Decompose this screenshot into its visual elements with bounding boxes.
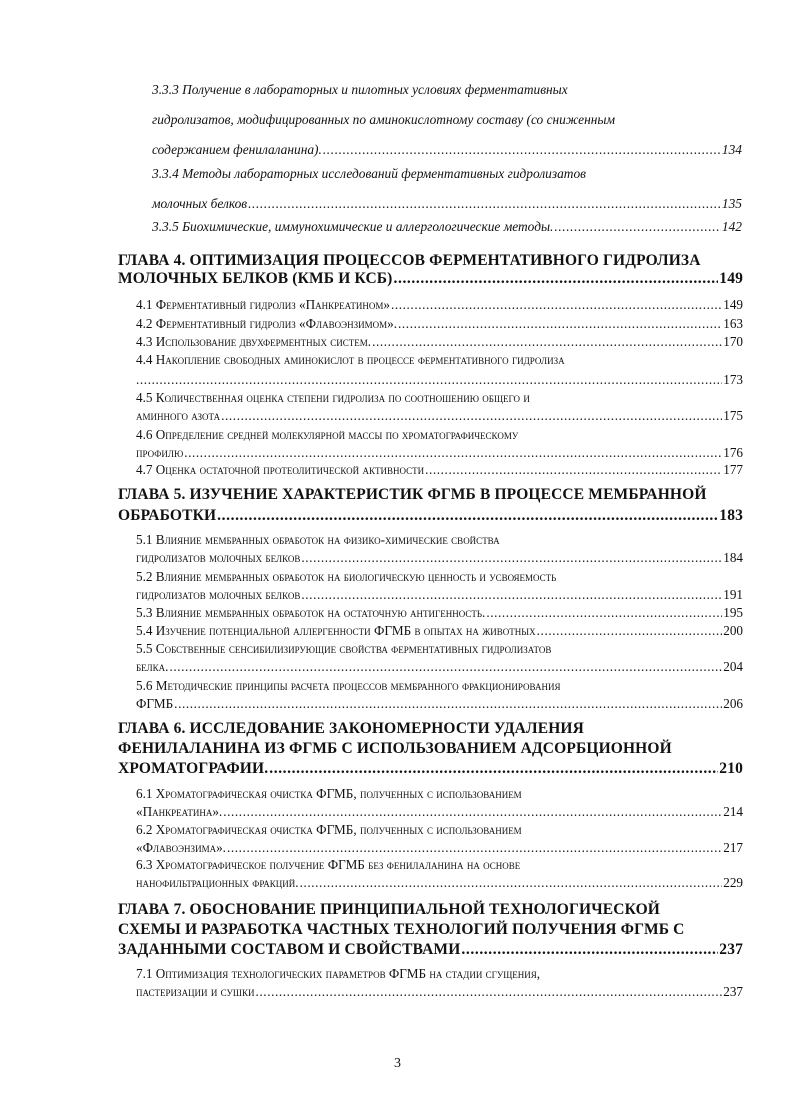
toc-entry-5-5[interactable]	[136, 640, 743, 676]
page-number: 3	[394, 1056, 401, 1071]
toc-entry-4-1[interactable]	[136, 296, 743, 314]
chapter-title: ГЛАВА 5. ИЗУЧЕНИЕ ХАРАКТЕРИСТИК ФГМБ В ПРОЦЕССЕ МЕМБРАННОЙ	[118, 486, 707, 503]
toc-entry-text: 4.7 Оценка остаточной протеолитической активности	[136, 462, 425, 477]
leader-dots	[425, 461, 722, 479]
toc-entry-4-2[interactable]	[136, 315, 743, 333]
chapter-title: СХЕМЫ И РАЗРАБОТКА ЧАСТНЫХ ТЕХНОЛОГИЙ ПОЛУЧЕНИЯ ФГМБ С	[118, 921, 685, 938]
toc-entry-text: аминного азота	[136, 408, 221, 423]
toc-entry-text: 4.6 Определение средней молекулярной массы по хроматографическому	[136, 427, 519, 442]
chapter-title: ГЛАВА 7. ОБОСНОВАНИЕ ПРИНЦИПИАЛЬНОЙ ТЕХНОЛОГИЧЕСКОЙ	[118, 901, 660, 918]
toc-page-number: 149	[723, 297, 743, 312]
leader-dots	[300, 874, 723, 892]
toc-entry-text: содержанием фенилаланина).	[152, 142, 322, 157]
toc-entry-text: молочных белков	[152, 196, 248, 211]
toc-entry-5-1[interactable]	[136, 531, 743, 567]
toc-page-number: 229	[723, 875, 743, 890]
toc-page-number: 177	[723, 462, 743, 477]
toc-entry-3-3-5[interactable]	[152, 212, 742, 242]
toc-entry-text: 4.1 Ферментативный гидролиз «Панкреатином»	[136, 297, 390, 312]
toc-entry-5-2[interactable]	[136, 568, 743, 604]
toc-entry-text: белка.	[136, 659, 169, 674]
toc-entry-6-1[interactable]	[136, 785, 743, 821]
leader-dots	[136, 371, 722, 389]
toc-page-number: 195	[723, 605, 743, 620]
toc-chapter-4[interactable]	[118, 252, 743, 288]
leader-dots	[301, 586, 722, 604]
toc-entry-text: 5.5 Собственные сенсибилизирующие свойства ферментативных гидролизатов	[136, 641, 552, 656]
toc-page-number: 237	[719, 941, 743, 958]
chapter-title: ГЛАВА 4. ОПТИМИЗАЦИЯ ПРОЦЕССОВ ФЕРМЕНТАТИВНОГО ГИДРОЛИЗА	[118, 252, 701, 269]
toc-entry-text: 3.3.4 Методы лабораторных исследований ферментативных гидролизатов	[152, 166, 586, 181]
toc-chapter-5[interactable]	[118, 486, 743, 525]
toc-entry-text: 5.1 Влияние мембранных обработок на физико-химические свойства	[136, 532, 500, 547]
toc-entry-4-4[interactable]	[136, 351, 743, 389]
toc-entry-text: нанофильтрационных фракций.	[136, 875, 299, 890]
toc-page-number: 135	[721, 196, 742, 211]
toc-entry-text: 4.2 Ферментативный гидролиз «Флавоэнзимом».	[136, 316, 397, 331]
toc-entry-6-3[interactable]	[136, 856, 743, 892]
toc-entry-5-6[interactable]	[136, 677, 743, 713]
leader-dots	[184, 444, 722, 462]
toc-page-number: 163	[723, 316, 743, 331]
toc-entry-5-4[interactable]	[136, 622, 743, 640]
leader-dots	[391, 296, 722, 314]
leader-dots	[394, 270, 719, 288]
leader-dots	[169, 658, 722, 676]
toc-entry-6-2[interactable]	[136, 821, 743, 857]
toc-entry-7-1[interactable]	[136, 965, 743, 1001]
toc-entry-text: «Панкреатина».	[136, 804, 223, 819]
leader-dots	[554, 212, 721, 242]
leader-dots	[461, 940, 718, 960]
leader-dots	[269, 759, 718, 779]
toc-entry-text: гидролизатов, модифицированных по аминокислотному составу (со сниженным	[152, 112, 616, 127]
leader-dots	[174, 695, 722, 713]
toc-entry-text: 7.1 Оптимизация технологических параметров ФГМБ на стадии сгущения,	[136, 966, 541, 981]
toc-entry-3-3-4[interactable]	[152, 159, 742, 219]
toc-chapter-7[interactable]	[118, 900, 743, 960]
leader-dots	[372, 333, 722, 351]
chapter-title: ЗАДАННЫМИ СОСТАВОМ И СВОЙСТВАМИ	[118, 941, 461, 958]
toc-entry-text: 6.3 Хроматографическое получение ФГМБ без фенилаланина на основе	[136, 857, 521, 872]
toc-page-number: 149	[719, 270, 743, 287]
toc-entry-4-5[interactable]	[136, 389, 743, 425]
toc-page-number: 206	[723, 696, 743, 711]
toc-page-number: 183	[719, 507, 743, 524]
leader-dots	[301, 549, 722, 567]
toc-entry-text: 5.4 Изучение потенциальной аллергенности ФГМБ в опытах на животных	[136, 623, 536, 638]
toc-page-number: 176	[723, 445, 743, 460]
toc-page-number: 191	[723, 587, 743, 602]
chapter-title: ХРОМАТОГРАФИИ.	[118, 760, 269, 777]
leader-dots	[217, 507, 718, 525]
leader-dots	[256, 983, 723, 1001]
toc-entry-text: «Флавоэнзима».	[136, 840, 226, 855]
leader-dots	[223, 803, 722, 821]
toc-page-number: 142	[721, 219, 742, 234]
toc-page-number: 134	[721, 142, 742, 157]
toc-page-number: 200	[723, 623, 743, 638]
toc-entry-text: 6.1 Хроматографическая очистка ФГМБ, полученных с использованием	[136, 786, 522, 801]
toc-page-number: 184	[723, 550, 743, 565]
chapter-title: ГЛАВА 6. ИССЛЕДОВАНИЕ ЗАКОНОМЕРНОСТИ УДАЛЕНИЯ	[118, 720, 584, 737]
toc-entry-text: 3.3.5 Биохимические, иммунохимические и аллергологические методы.	[152, 219, 554, 234]
toc-entry-text: 5.6 Методические принципы расчета процессов мембранного фракционирования	[136, 678, 561, 693]
toc-entry-text: ФГМБ	[136, 696, 174, 711]
toc-entry-text: 3.3.3 Получение в лабораторных и пилотных условиях ферментативных	[152, 82, 568, 97]
toc-page-number: 204	[723, 659, 743, 674]
toc-entry-text: 4.4 Накопление свободных аминокислот в процессе ферментативного гидролиза	[136, 352, 565, 367]
chapter-title: МОЛОЧНЫХ БЕЛКОВ (КМБ И КСБ)	[118, 270, 393, 287]
toc-page-number: 214	[723, 804, 743, 819]
toc-entry-text: 4.3 Использование двухферментных систем.	[136, 334, 372, 349]
toc-page-number: 175	[723, 408, 743, 423]
leader-dots	[486, 604, 722, 622]
toc-entry-text: 6.2 Хроматографическая очистка ФГМБ, полученных с использованием	[136, 822, 522, 837]
toc-entry-text: профилю	[136, 445, 184, 460]
leader-dots	[398, 315, 722, 333]
toc-entry-text: пастеризации и сушки	[136, 984, 255, 999]
toc-page-number: 237	[723, 984, 743, 999]
toc-page-number: 217	[723, 840, 743, 855]
toc-entry-4-6[interactable]	[136, 426, 743, 462]
chapter-title: ФЕНИЛАЛАНИНА ИЗ ФГМБ С ИСПОЛЬЗОВАНИЕМ АДСОРБЦИОННОЙ	[118, 740, 672, 757]
toc-entry-4-3[interactable]	[136, 333, 743, 351]
toc-entry-text: 4.5 Количественная оценка степени гидролиза по соотношению общего и	[136, 390, 530, 405]
toc-entry-4-7[interactable]	[136, 461, 743, 479]
toc-entry-3-3-3[interactable]	[152, 75, 742, 165]
toc-entry-text: 5.3 Влияние мембранных обработок на остаточную антигенность.	[136, 605, 486, 620]
toc-entry-text: гидролизатов молочных белков	[136, 550, 301, 565]
chapter-title: ОБРАБОТКИ	[118, 507, 217, 524]
toc-entry-text: гидролизатов молочных белков	[136, 587, 301, 602]
toc-entry-5-3[interactable]	[136, 604, 743, 622]
leader-dots	[537, 622, 723, 640]
leader-dots	[221, 407, 722, 425]
toc-page-number: 170	[723, 334, 743, 349]
toc-page-number: 173	[723, 372, 743, 387]
toc-entry-text: 5.2 Влияние мембранных обработок на биологическую ценность и усвояемость	[136, 569, 557, 584]
toc-chapter-6[interactable]	[118, 719, 743, 779]
leader-dots	[227, 839, 722, 857]
toc-page-number: 210	[719, 760, 743, 777]
